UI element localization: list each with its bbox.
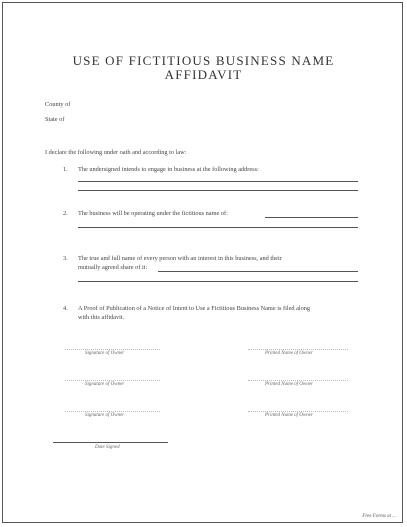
affidavit-page — [2, 2, 403, 523]
county-label: County of — [45, 101, 71, 108]
item-text: The business will be operating under the fictitious name of: — [78, 210, 228, 217]
owner-signature-label: Signature of Owner — [85, 351, 125, 356]
owners-line-2[interactable] — [78, 281, 358, 282]
item-text-line-2: with this affidavit. — [78, 314, 125, 321]
date-signed-label: Date Signed — [95, 445, 120, 450]
date-signed-line[interactable] — [53, 442, 168, 443]
owner-signature-line[interactable] — [65, 380, 160, 381]
printed-name-label: Printed Name of Owner — [265, 351, 313, 356]
owner-signature-label: Signature of Owner — [85, 382, 125, 387]
fictitious-name-line-2[interactable] — [78, 227, 358, 228]
owner-signature-line[interactable] — [65, 411, 160, 412]
item-text: The undersigned intends to engage in business at the following address: — [78, 166, 259, 173]
item-number: 2. — [63, 210, 68, 217]
item-number: 1. — [63, 166, 68, 173]
printed-name-label: Printed Name of Owner — [265, 382, 313, 387]
document-subtitle: AFFIDAVIT — [164, 67, 243, 82]
footer-credit: Free Forms at ... — [362, 514, 396, 519]
owner-signature-line[interactable] — [65, 349, 160, 350]
address-line-2[interactable] — [78, 190, 358, 191]
printed-name-line[interactable] — [248, 380, 348, 381]
owners-line-1[interactable] — [158, 271, 358, 272]
address-line-1[interactable] — [78, 181, 358, 182]
printed-name-label: Printed Name of Owner — [265, 413, 313, 418]
item-text-line-1: A Proof of Publication of a Notice of Intent to Use a Fictitious Business Name is filed along — [78, 305, 311, 312]
item-number: 3. — [63, 255, 68, 262]
owner-signature-label: Signature of Owner — [85, 413, 125, 418]
document-title: USE OF FICTITIOUS BUSINESS NAME — [72, 53, 335, 68]
item-text-line-2: mutually agreed share of it: — [78, 264, 148, 271]
printed-name-line[interactable] — [248, 349, 348, 350]
fictitious-name-line-1[interactable] — [265, 217, 358, 218]
item-text-line-1: The true and full name of every person with an interest in this business, and their — [78, 255, 282, 262]
state-label: State of — [45, 116, 65, 123]
intro-text: I declare the following under oath and according to law: — [45, 149, 187, 156]
item-number: 4. — [63, 305, 68, 312]
printed-name-line[interactable] — [248, 411, 348, 412]
